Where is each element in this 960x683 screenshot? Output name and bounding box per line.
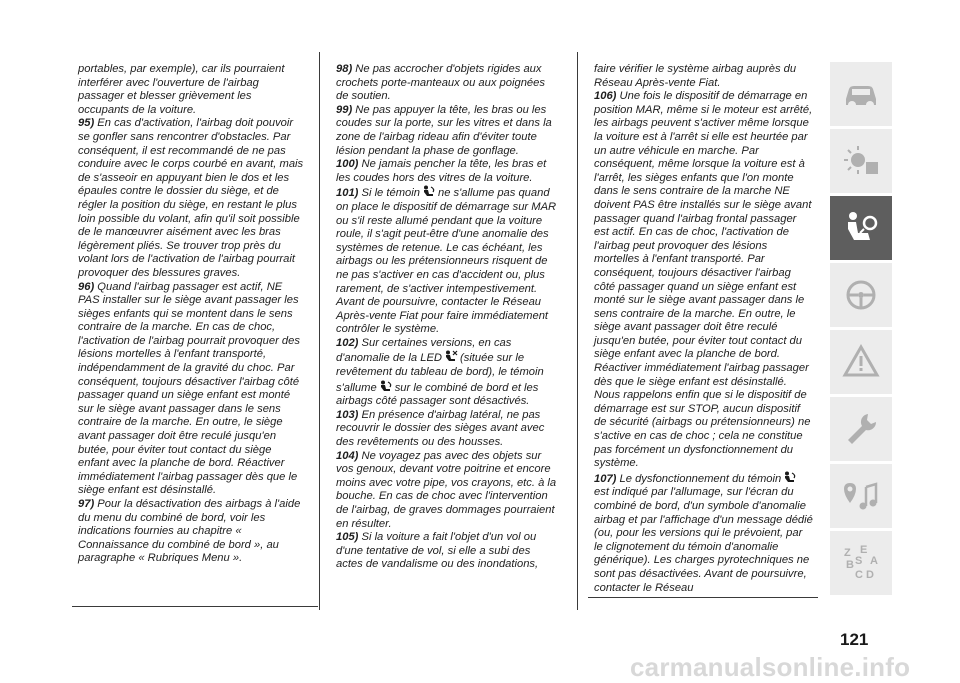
chapter-tab-emergency[interactable]	[830, 330, 892, 394]
wrench-icon	[840, 408, 882, 450]
paragraph-text: Sur certaines versions, en cas d'anomalie de la LED	[336, 336, 512, 365]
paragraph-106	[594, 90, 814, 471]
note-number: 105)	[336, 531, 359, 544]
paragraph-text: Si le témoin	[361, 187, 420, 200]
svg-text:C: C	[855, 569, 863, 581]
chapter-tab-driving[interactable]	[830, 263, 892, 327]
paragraph-text: Ne pas accrocher d'objets rigides aux crochets porte-manteaux ou aux poignées de soutien.	[336, 63, 545, 103]
column-1-bottom-rule	[72, 606, 318, 607]
paragraph-98	[336, 63, 560, 104]
chapter-tab-dashboard-lights[interactable]	[830, 129, 892, 193]
paragraph-101	[336, 185, 560, 337]
note-number: 107)	[594, 472, 617, 485]
sun-warning-icon	[840, 140, 882, 182]
chapter-tab-safety[interactable]	[830, 196, 892, 260]
text-column-3	[590, 63, 818, 595]
column-divider-1	[319, 52, 320, 610]
paragraph-text: En présence d'airbag latéral, ne pas recouvrir le dossier des sièges avant avec des revêtements ou des housses.	[336, 408, 545, 449]
note-number: 95)	[78, 117, 95, 130]
paragraph-text: faire vérifier le système airbag auprès du Réseau Après-vente Fiat.	[594, 63, 797, 89]
airbag-warning-icon	[783, 471, 797, 484]
svg-text:B: B	[846, 559, 854, 571]
navigation-music-icon	[840, 475, 882, 517]
note-number: 97)	[78, 498, 95, 510]
svg-text:E: E	[860, 544, 868, 556]
paragraph-text: Ne jamais pencher la tête, les bras et les coudes hors des vitres de la voiture.	[336, 158, 547, 184]
airbag-led-icon	[444, 350, 458, 363]
paragraph-104	[336, 450, 560, 532]
chapter-tab-multimedia[interactable]	[830, 464, 892, 528]
paragraph-text: Quand l'airbag passager est actif, NE PAS installer sur le siège avant passager les sièges enfants qui se montent dans le sens contraire de la marche. En cas de choc, l'activation de l'airbag pourrait provoquer des lésions mortelles à l'enfant transporté, indépendamment de la gravité du choc. Par conséquent, toujours désactiver l'airbag côté passager quand un siège enfant est monté sur le siège avant passager dans le sens contraire de la marche. En outre, le siège avant passager doit être reculé jusqu'en butée, pour éviter tout contact du siège enfant avec la planche de bord. Réactiver immédiatement l'airbag passager dès que le siège enfant est désinstallé.	[78, 280, 300, 497]
paragraph-intro	[78, 63, 304, 117]
chapter-tab-vehicle[interactable]	[830, 62, 892, 126]
page-number: 121	[840, 630, 869, 649]
paragraph-intro	[594, 63, 814, 90]
paragraph-103	[336, 409, 560, 450]
note-number: 99)	[336, 103, 353, 116]
alphabet-index-icon	[840, 542, 882, 584]
note-number: 106)	[594, 90, 617, 103]
triangle-warning-icon	[840, 341, 882, 383]
airbag-warning-icon	[422, 185, 436, 198]
watermark: carmanualsonline.info	[630, 652, 911, 682]
car-icon	[840, 73, 882, 115]
svg-text:S: S	[855, 555, 863, 567]
column-3-bottom-rule	[588, 597, 818, 598]
note-number: 104)	[336, 449, 359, 462]
paragraph-97	[78, 498, 304, 566]
paragraph-105	[336, 531, 560, 572]
column-divider-2	[577, 52, 578, 610]
text-column-1	[74, 63, 308, 601]
steering-wheel-icon	[840, 274, 882, 316]
chapter-tab-sidebar	[830, 62, 892, 596]
paragraph-text: sur le combiné de bord et les airbags côté passager sont désactivés.	[336, 381, 539, 408]
note-number: 98)	[336, 63, 353, 75]
paragraph-text: Pour la désactivation des airbags à l'aide du menu du combiné de bord, voir les indications fournies au chapitre « Connaissance du combiné de bord », au paragraphe « Rubriques Menu ».	[78, 498, 301, 565]
paragraph-text: Ne voyagez pas avec des objets sur vos genoux, devant votre poitrine et encore moins avec votre pipe, vos crayons, etc. à la bouche. En cas de choc avec l'intervention de l'airbag, de graves dommages pourraient en résulter.	[336, 449, 557, 530]
note-number: 96)	[78, 280, 95, 293]
chapter-tab-index[interactable]	[830, 531, 892, 595]
paragraph-99	[336, 104, 560, 158]
note-number: 102)	[336, 336, 359, 349]
paragraph-text: portables, par exemple), car ils pourraient interférer avec l'ouverture de l'airbag passager et blesser grièvement les occupants de la voiture.	[78, 63, 285, 116]
paragraph-text: Ne pas appuyer la tête, les bras ou les coudes sur la porte, sur les vitres et dans la zone de l'airbag rideau afin d'éviter toute lésion pendant la phase de gonflage.	[336, 103, 552, 157]
text-column-2	[332, 63, 564, 593]
svg-text:Z: Z	[844, 547, 851, 559]
paragraph-text: Une fois le dispositif de démarrage en position MAR, même si le moteur est arrêté, les airbags peuvent s'activer même lorsque la voiture est à l'arrêt si elle est heurtée par un autre véhicule en marche. Par conséquent, même lorsque la voiture est à l'arrêt, les sièges enfants que l'on monte dans le sens contraire de la marche NE doivent PAS être installés sur le siège avant passager quand l'airbag frontal passager est actif. En cas de choc, l'activation de l'airbag peut provoquer des lésions mortelles à l'enfant transporté. Par conséquent, toujours désactiver l'airbag côté passager quand un siège enfant est monté sur le siège avant passager dans le sens contraire de la marche. En outre, le siège avant passager doit être reculé jusqu'en butée, pour éviter tout contact du siège enfant avec la planche de bord. Réactiver immédiatement l'airbag passager dès que le siège enfant est désinstallé. Nous rappelons enfin que si le dispositif de démarrage est sur STOP, aucun dispositif de sécurité (airbags ou prétensionneurs) ne s'active en cas de choc ; cela ne constitue pas forcément un dysfonctionnement du système.	[594, 90, 813, 470]
note-number: 101)	[336, 187, 359, 200]
paragraph-96	[78, 281, 304, 499]
airbag-warning-icon	[379, 380, 393, 393]
svg-text:D: D	[866, 569, 874, 581]
paragraph-text: ne s'allume pas quand on place le dispositif de démarrage sur MAR ou s'il reste allumé pendant que la voiture roule, il s'agit peut-être d'une anomalie des systèmes de retenue. Le cas échéant, les airbags ou les prétensionneurs risquent de ne pas s'activer en cas d'accident ou, plus rarement, de s'activer intempestivement. Avant de poursuivre, contacter le Réseau Après-vente Fiat pour faire immédiatement contrôler le système.	[336, 187, 557, 336]
paragraph-102	[336, 337, 560, 409]
paragraph-text: est indiqué par l'allumage, sur l'écran du combiné de bord, d'un symbole d'anomalie airbag et par l'affichage d'un message dédié (ou, pour les versions qui le prévoient, par le clignotement du témoin d'anomalie générique). Les charges pyrotechniques ne sont pas désactivées. Avant de poursuivre, contacter le Réseau	[594, 486, 813, 594]
paragraph-text: Si la voiture a fait l'objet d'un vol ou d'une tentative de vol, si elle a subi des actes de vandalisme ou des inondations,	[336, 531, 539, 571]
paragraph-text: Le dysfonctionnement du témoin	[619, 472, 782, 485]
note-number: 103)	[336, 408, 359, 421]
seat-airbag-icon	[840, 207, 882, 249]
paragraph-100	[336, 158, 560, 185]
svg-text:A: A	[870, 555, 878, 567]
note-number: 100)	[336, 158, 359, 171]
paragraph-95	[78, 117, 304, 280]
paragraph-107	[594, 471, 814, 595]
paragraph-text: (située sur le revêtement du tableau de bord), le témoin s'allume	[336, 352, 544, 394]
chapter-tab-maintenance[interactable]	[830, 397, 892, 461]
paragraph-text: En cas d'activation, l'airbag doit pouvoir se gonfler sans rencontrer d'obstacles. Par conséquent, il est recommandé de ne pas conduire avec le corps courbé en avant, mais de s'asseoir en appuyant bien le dos et les épaules contre le dossier du siège, et de régler la position du siège, en restant le plus loin possible du volant, afin qu'il soit possible de le manœuvrer aisément avec les bras légèrement pliés. Se trouver trop près du volant lors de l'activation de l'airbag pourrait provoquer des blessures graves.	[78, 117, 304, 279]
